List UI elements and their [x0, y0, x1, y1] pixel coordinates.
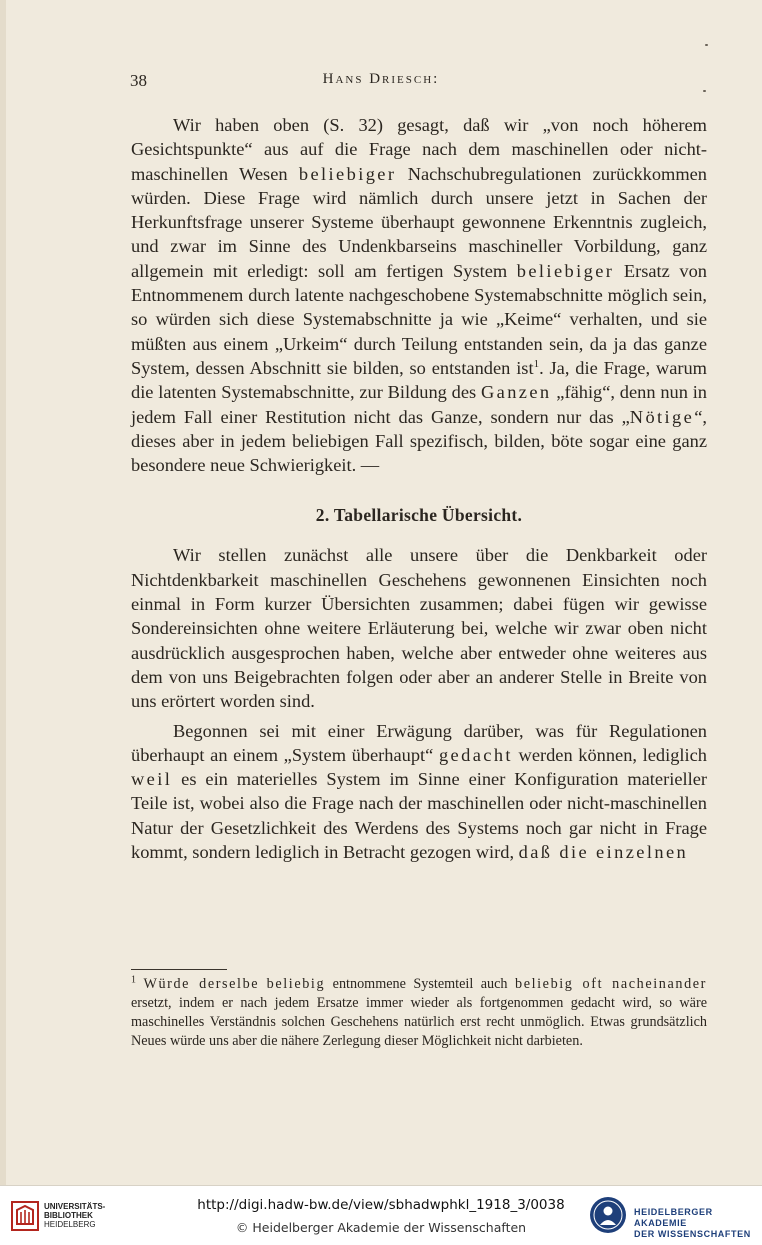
spaced-emphasis: beliebig oft nacheinander [515, 976, 708, 992]
spaced-emphasis: beliebig [266, 976, 326, 992]
spaced-emphasis: weil [131, 769, 173, 790]
spaced-emphasis: Nötige [629, 406, 695, 427]
paragraph-2: Wir stellen zunächst alle unsere über die Denkbarkeit oder Nichtdenkbarkeit maschinellen Geschehens gewonnenen Einsichten noch einmal in Form kurzer Übersichten zusammen; dabei fügen wir gewisse Sondereinsichten ohne weitere Erläuterung bei, welche wir zwar oben nicht ausdrücklich ausgesprochen haben, welche aber entweder ohne weiteres aus dem von uns Beigebrachten folgen oder aber an anderer Stelle in Breite von uns erörtert worden sind. [131, 545, 707, 712]
paragraph-1: Wir haben oben (S. 32) gesagt, daß wir „von noch höherem Gesichtspunkte“ aus auf die Frage nach dem maschinellen oder nicht-maschinellen Wesen beliebiger Nachschubregulationen zurückkommen würden. Diese Frage wird nämlich durch unsere jetzt in Sachen der Herkunftsfrage unserer Systeme überhaupt gewonnene Erkenntnis zugleich, und zwar im Sinne des Undenkbarseins maschineller Vorbildung, ganz allgemein mit erledigt: soll am fertigen System beliebiger Ersatz von Entnommenem durch latente nachgeschobene Systemabschnitte möglich sein, so würden sich diese Systemabschnitte ja wie „Keime“ verhalten, und sie müßten aus einem „Urkeim“ durch Teilung entstanden sein, da ja das ganze System, dessen Abschnitt sie bilden, so entstanden ist$^1$. Ja, die Frage, warum die latenten Systemabschnitte, zur Bildung des Ganzen „fähig“, denn nun in jedem Fall einer Restitution nicht das Ganze, sondern nur das „Nötige“, dieses aber in jedem beliebigen Fall spezifisch, bilden, böte sogar eine ganz besondere neue Schwierigkeit. — [131, 115, 708, 476]
spaced-emphasis: daß die einzelnen [518, 842, 689, 863]
footnote: $^1$ Würde derselbe beliebig entnommene Systemteil auch beliebig oft nacheinander ersetzt, indem er nach jedem Ersatze immer wieder als fortgenommen gedacht wird, so wäre maschinelles Verständnis solchen Geschehens natürlich erst recht unmöglich. Etwas grundsätzlich Neues würde uns aber die nähere Zerlegung dieser Möglichkeit nicht darbieten. [131, 974, 708, 1049]
page-number: 38 [130, 71, 147, 90]
academy-logo-text: HEIDELBERGER AKADEMIE DER WISSENSCHAFTEN [634, 1207, 751, 1239]
footnote-reference: 1 [533, 357, 540, 370]
source-url-link[interactable]: http://digi.hadw-bw.de/view/sbhadwphkl_1918_3/0038 [197, 1197, 565, 1213]
scan-speck [705, 44, 708, 46]
academy-seal-icon[interactable] [589, 1196, 627, 1234]
section-heading: 2. Tabellarische Übersicht. [315, 505, 523, 526]
paragraph-3: Begonnen sei mit einer Erwägung darüber, was für Regulationen überhaupt an einem „System überhaupt“ gedacht werden können, lediglich weil es ein materielles System im Sinne einer Konfiguration materieller Teile ist, wobei also die Frage nach der maschinellen oder nicht-maschinellen Natur der Gesetzlichkeit des Werdens des Systems noch gar nicht in Frage kommt, sondern lediglich in Betracht gezogen wird, daß die einzelnen [131, 720, 707, 863]
page-header [0, 71, 762, 93]
spaced-emphasis: gedacht [438, 744, 513, 765]
copyright-notice: © Heidelberger Akademie der Wissenschaften [235, 1220, 527, 1235]
running-head: Hans Driesch: [322, 71, 440, 87]
spaced-emphasis: beliebiger [298, 163, 397, 184]
spaced-emphasis: beliebiger [516, 260, 615, 281]
university-library-logo-text: UNIVERSITÄTS- BIBLIOTHEK HEIDELBERG [44, 1202, 106, 1229]
page-gutter-shadow [0, 0, 6, 1185]
spaced-emphasis: Würde derselbe [143, 976, 260, 992]
body-text [131, 113, 707, 864]
viewer-footer [0, 1185, 762, 1245]
footnote-rule [131, 969, 227, 970]
footnote-mark: 1 [131, 974, 136, 986]
spaced-emphasis: Ganzen [480, 382, 552, 403]
